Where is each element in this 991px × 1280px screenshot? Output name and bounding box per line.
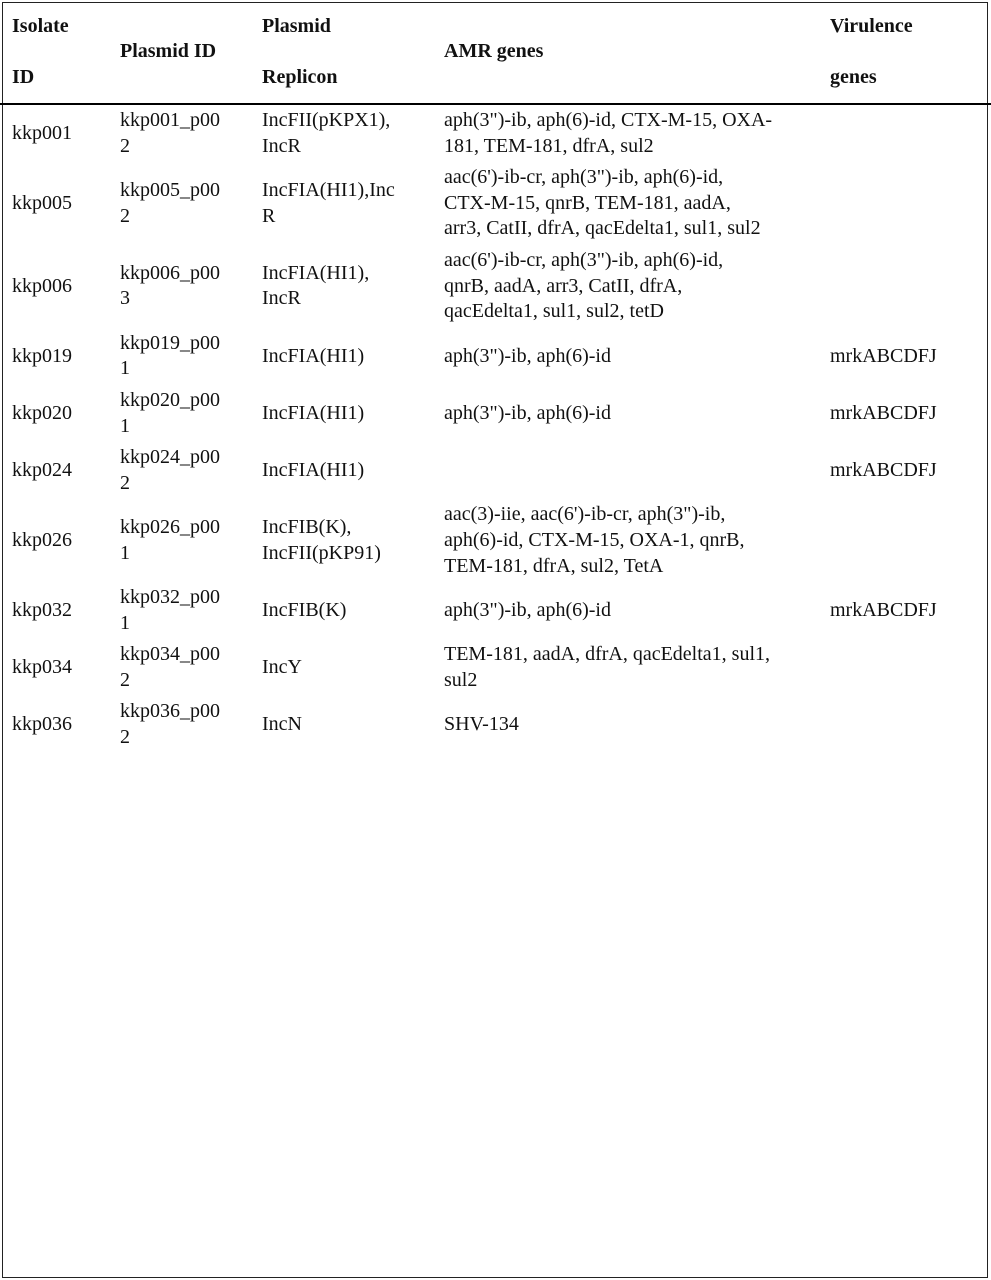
cell-virulence-genes [830, 582, 991, 639]
cell-plasmid-replicon-line: IncFIA(HI1) [262, 401, 365, 424]
cell-plasmid-id [120, 499, 262, 582]
header-amr-genes: AMR genes [444, 0, 830, 104]
cell-plasmid-id-line: kkp020_p00 [120, 388, 220, 411]
table-header-row [0, 0, 991, 104]
cell-isolate-id [0, 245, 120, 328]
cell-plasmid-id [120, 582, 262, 639]
cell-plasmid-id-line: kkp032_p00 [120, 586, 220, 609]
cell-isolate-id [0, 162, 120, 245]
cell-amr-genes-line: aac(6')-ib-cr, aph(3")-ib, aph(6)-id, [444, 248, 724, 271]
cell-amr-genes-line: aac(3)-iie, aac(6')-ib-cr, aph(3")-ib, [444, 503, 726, 526]
cell-isolate-id [0, 385, 120, 442]
cell-plasmid-replicon [262, 696, 444, 753]
cell-plasmid-id [120, 385, 262, 442]
cell-amr-genes-line: qnrB, aadA, arr3, CatII, dfrA, [444, 274, 683, 297]
cell-virulence-genes [830, 499, 991, 582]
cell-plasmid-id-line: 2 [120, 668, 130, 691]
cell-amr-genes-line: TEM-181, aadA, dfrA, qacEdelta1, sul1, [444, 643, 771, 666]
table-row [0, 696, 991, 753]
cell-isolate-id-text: kkp026 [12, 528, 72, 551]
cell-isolate-id [0, 499, 120, 582]
cell-virulence-genes [830, 385, 991, 442]
table-row [0, 104, 991, 162]
cell-plasmid-id-line: kkp006_p00 [120, 261, 220, 284]
cell-plasmid-replicon-line: IncR [262, 134, 301, 157]
cell-virulence-genes [830, 162, 991, 245]
cell-amr-genes-line: aac(6')-ib-cr, aph(3")-ib, aph(6)-id, [444, 166, 724, 189]
cell-virulence-genes-text: mrkABCDFJ [830, 598, 937, 621]
cell-plasmid-replicon-line: IncFIA(HI1) [262, 458, 365, 481]
cell-isolate-id-text: kkp019 [12, 344, 72, 367]
table-row [0, 442, 991, 499]
cell-plasmid-replicon [262, 499, 444, 582]
cell-plasmid-id-line: 1 [120, 414, 130, 437]
cell-plasmid-replicon-line: R [262, 204, 276, 227]
cell-plasmid-replicon [262, 582, 444, 639]
cell-amr-genes-line: 181, TEM-181, dfrA, sul2 [444, 134, 654, 157]
cell-amr-genes-line: aph(3")-ib, aph(6)-id [444, 401, 611, 424]
header-virulence-genes: Virulence genes [830, 0, 991, 104]
cell-virulence-genes [830, 442, 991, 499]
cell-plasmid-id-line: kkp034_p00 [120, 643, 220, 666]
cell-plasmid-id-line: 1 [120, 541, 130, 564]
cell-amr-genes [444, 499, 830, 582]
cell-plasmid-replicon [262, 162, 444, 245]
table-row [0, 385, 991, 442]
cell-plasmid-replicon-line: IncN [262, 713, 302, 736]
cell-plasmid-id-line: kkp036_p00 [120, 700, 220, 723]
cell-plasmid-id-line: kkp001_p00 [120, 109, 220, 131]
cell-amr-genes [444, 162, 830, 245]
cell-amr-genes [444, 582, 830, 639]
cell-amr-genes-line: CTX-M-15, qnrB, TEM-181, aadA, [444, 191, 731, 214]
cell-plasmid-id-line: 2 [120, 134, 130, 157]
cell-plasmid-replicon-line: IncFIA(HI1), [262, 261, 370, 284]
cell-plasmid-id [120, 328, 262, 385]
cell-virulence-genes-text: mrkABCDFJ [830, 344, 937, 367]
table-row [0, 499, 991, 582]
cell-isolate-id [0, 104, 120, 162]
cell-plasmid-id [120, 245, 262, 328]
cell-plasmid-replicon [262, 385, 444, 442]
table-row [0, 639, 991, 696]
cell-virulence-genes [830, 245, 991, 328]
cell-isolate-id-text: kkp024 [12, 458, 72, 481]
cell-plasmid-replicon-line: IncFII(pKP91) [262, 541, 381, 564]
cell-isolate-id-text: kkp036 [12, 713, 72, 736]
cell-amr-genes [444, 104, 830, 162]
cell-amr-genes-line: aph(6)-id, CTX-M-15, OXA-1, qnrB, [444, 528, 745, 551]
cell-plasmid-id-line: 1 [120, 611, 130, 634]
cell-amr-genes-line: TEM-181, dfrA, sul2, TetA [444, 554, 664, 577]
cell-plasmid-id-line: kkp026_p00 [120, 516, 220, 539]
cell-plasmid-id [120, 162, 262, 245]
cell-amr-genes [444, 442, 830, 499]
table-row [0, 328, 991, 385]
cell-isolate-id-text: kkp032 [12, 598, 72, 621]
cell-isolate-id-text: kkp006 [12, 274, 72, 297]
cell-virulence-genes-text: mrkABCDFJ [830, 401, 937, 424]
header-isolate-id: Isolate ID [0, 0, 120, 104]
cell-amr-genes-line: qacEdelta1, sul1, sul2, tetD [444, 300, 664, 323]
cell-plasmid-id-line: kkp005_p00 [120, 178, 220, 201]
cell-isolate-id [0, 696, 120, 753]
cell-plasmid-id [120, 104, 262, 162]
cell-plasmid-replicon-line: IncFIA(HI1),Inc [262, 178, 395, 201]
cell-amr-genes-line: sul2 [444, 668, 478, 691]
cell-plasmid-id [120, 442, 262, 499]
cell-virulence-genes [830, 696, 991, 753]
cell-amr-genes [444, 696, 830, 753]
cell-amr-genes [444, 245, 830, 328]
cell-isolate-id-text: kkp020 [12, 401, 72, 424]
cell-plasmid-id [120, 639, 262, 696]
cell-plasmid-replicon [262, 639, 444, 696]
cell-virulence-genes [830, 328, 991, 385]
cell-plasmid-id-line: 1 [120, 357, 130, 380]
cell-amr-genes [444, 385, 830, 442]
cell-amr-genes-line: aph(3")-ib, aph(6)-id, CTX-M-15, OXA- [444, 109, 773, 131]
cell-amr-genes-line: aph(3")-ib, aph(6)-id [444, 344, 611, 367]
table-body [0, 104, 991, 754]
cell-amr-genes [444, 328, 830, 385]
cell-plasmid-id-line: 2 [120, 471, 130, 494]
cell-plasmid-id [120, 696, 262, 753]
cell-plasmid-id-line: 2 [120, 726, 130, 749]
table-row [0, 245, 991, 328]
cell-isolate-id [0, 582, 120, 639]
cell-plasmid-replicon [262, 328, 444, 385]
cell-plasmid-id-line: kkp024_p00 [120, 446, 220, 469]
cell-amr-genes-line: arr3, CatII, dfrA, qacEdelta1, sul1, sul2 [444, 217, 761, 240]
header-plasmid-id: Plasmid ID [120, 0, 262, 104]
cell-virulence-genes-text: mrkABCDFJ [830, 458, 937, 481]
header-plasmid-replicon: Plasmid Replicon [262, 0, 444, 104]
cell-plasmid-replicon-line: IncR [262, 287, 301, 310]
cell-isolate-id-text: kkp001 [12, 121, 72, 144]
cell-plasmid-replicon-line: IncFII(pKPX1), [262, 109, 391, 131]
cell-plasmid-id-line: kkp019_p00 [120, 331, 220, 354]
cell-amr-genes-line: SHV-134 [444, 713, 519, 736]
cell-plasmid-replicon [262, 245, 444, 328]
cell-virulence-genes [830, 104, 991, 162]
cell-isolate-id-text: kkp005 [12, 191, 72, 214]
cell-plasmid-replicon [262, 104, 444, 162]
cell-isolate-id [0, 639, 120, 696]
cell-plasmid-replicon [262, 442, 444, 499]
cell-plasmid-replicon-line: IncY [262, 656, 302, 679]
cell-plasmid-id-line: 3 [120, 287, 130, 310]
cell-isolate-id [0, 328, 120, 385]
cell-isolate-id-text: kkp034 [12, 656, 72, 679]
cell-plasmid-replicon-line: IncFIA(HI1) [262, 344, 365, 367]
table-row [0, 582, 991, 639]
cell-amr-genes [444, 639, 830, 696]
cell-plasmid-replicon-line: IncFIB(K), [262, 516, 352, 539]
cell-plasmid-replicon-line: IncFIB(K) [262, 598, 347, 621]
cell-isolate-id [0, 442, 120, 499]
cell-amr-genes-line: aph(3")-ib, aph(6)-id [444, 598, 611, 621]
cell-virulence-genes [830, 639, 991, 696]
cell-plasmid-id-line: 2 [120, 204, 130, 227]
table-row [0, 162, 991, 245]
